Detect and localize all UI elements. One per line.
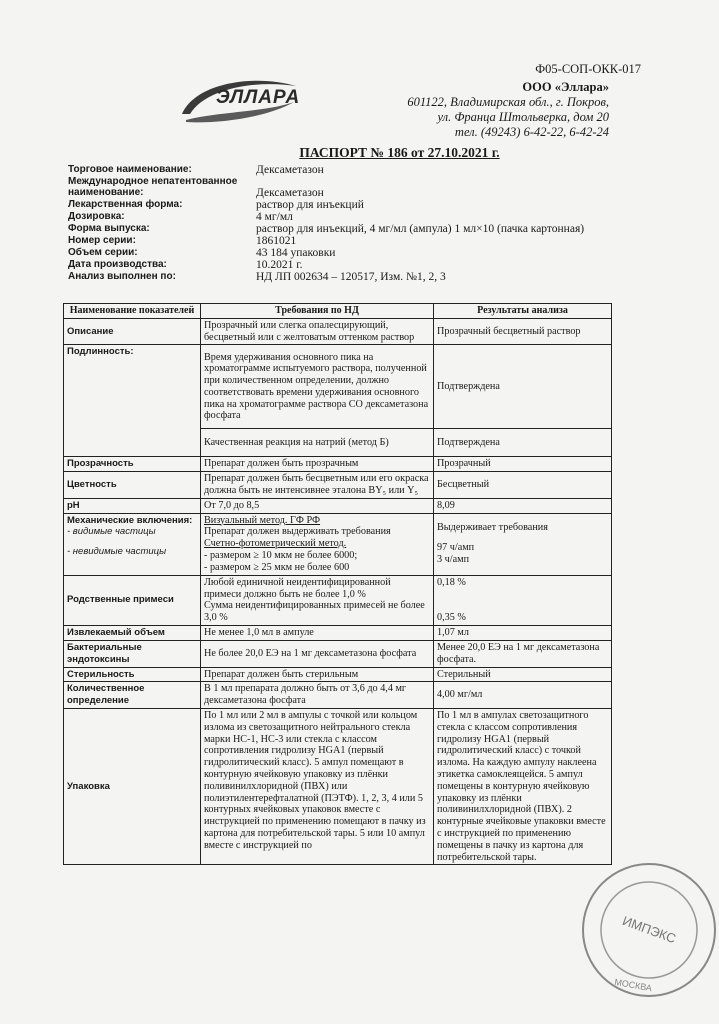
meta-row-batch: Номер серии: 1861021 [68,235,297,247]
table-row: Цветность Препарат должен быть бесцветным или его окраска должна быть не интенсивнее эталона BY₅ или Y₅ Бесцветный [64,472,612,499]
table-row: pH От 7,0 до 8,5 8,09 [64,498,612,513]
meta-row-batch-volume: Объем серии: 43 184 упаковки [68,247,336,259]
table-row: Механические включения: - видимые частицы - невидимые частицы Визуальный метод. ГФ РФ Препарат должен выдерживать требования Счетно-фотометрический метод. - размером ≥ 10 мкм не более 6000; - размером ≥ 25 мкм не более 600 Выдерживает требования 97 ч/амп 3 ч/амп [64,513,612,575]
table-header-row [64,304,612,319]
table-row: Родственные примеси Любой единичной неидентифицированной примеси должно быть не более 1,0 % Сумма неидентифицированных примесей не более 3,0 % 0,18 % 0,35 % [64,575,612,626]
company-name: ООО «Эллара» [522,80,609,94]
meta-row-trade-name: Торговое наименование: Дексаметазон [68,164,324,176]
table-row: Описание Прозрачный или слегка опалесцирующий, бесцветный или с желтоватым оттенком раствор Прозрачный бесцветный раствор [64,318,612,345]
document-code: Ф05-СОП-ОКК-017 [535,62,641,76]
passport-title: ПАСПОРТ № 186 от 27.10.2021 г. [299,145,500,160]
analysis-table [63,303,612,865]
table-row: Упаковка По 1 мл или 2 мл в ампулы с точкой или кольцом излома из светозащитного нейтрального стекла марки НС-1, НС-3 или стекла с классом сопротивления гидролизу HGA1 (первый гидролитический класс). 5 ампул помещают в контурную ячейковую упаковку из плёнки поливинилхлоридной (ПВХ) или полиэтилентерефталатной (ПЭТФ). 1, 2, 3, 4 или 5 контурных ячейковых упаковок вместе с инструкцией по применению помещают в пачку из картона для потребительской тары. 5 или 10 ампул вместе с инструкцией по По 1 мл в ампулах светозащитного стекла с классом сопротивления гидролизу HGA1 (первый гидролитический класс) с точкой излома. На каждую ампулу наклеена этикетка самоклеящейся. 5 ампул помещены в контурную ячейковую упаковку из плёнки поливинилхлоридной (ПВХ). 2 контурные ячейковые упаковки вместе с инструкцией по применению помещены в пачку из картона для потребительской тары. [64,708,612,864]
company-block [407,80,609,140]
company-stamp [569,852,719,1002]
company-phone: тел. (49243) 6-42-22, 6-42-24 [454,125,609,139]
table-row: Извлекаемый объем Не менее 1,0 мл в ампуле 1,07 мл [64,626,612,641]
round-seal-icon [569,852,719,1002]
meta-row-form: Лекарственная форма: раствор для инъекций [68,199,364,211]
company-address-line: 601122, Владимирская обл., г. Покров, [407,95,609,109]
meta-row-dosage: Дозировка: 4 мг/мл [68,211,293,223]
table-row: Подлинность: Время удерживания основного пика на хроматограмме испытуемого раствора, полученной при количественном определении, должно соответствовать времени удерживания основного пика на хроматограмме раствора СО дексаметазона фосфата Подтверждена [64,345,612,429]
meta-row-inn-1: Международное непатентованное [68,176,238,187]
table-header: Наименование показателей [64,304,201,319]
stamp-bottom-text: МОСКВА [613,976,653,994]
table-row: Стерильность Препарат должен быть стерильным Стерильный [64,667,612,682]
table-row: Бактериальные эндотоксины Не более 20,0 ЕЭ на 1 мг дексаметазона фосфата Менее 20,0 ЕЭ на 1 мг дексаметазона фосфата. [64,640,612,667]
meta-block [68,164,584,283]
meta-row-inn-2: наименование: Дексаметазон [68,187,324,199]
meta-row-release-form: Форма выпуска: раствор для инъекций, 4 мг/мл (ампула) 1 мл×10 (пачка картонная) [68,223,585,235]
table-header: Результаты анализа [434,304,612,319]
meta-row-production-date: Дата производства: 10.2021 г. [68,259,303,271]
table-row: Качественная реакция на натрий (метод Б) Подтверждена [64,429,612,457]
meta-row-analysis-standard: Анализ выполнен по: НД ЛП 002634 – 120517, Изм. №1, 2, 3 [68,271,446,283]
logo-text: ЭЛЛАРА [216,87,301,108]
company-address-line: ул. Франца Штольверка, дом 20 [437,110,609,124]
table-row: Прозрачность Препарат должен быть прозрачным Прозрачный [64,457,612,472]
table-header: Требования по НД [201,304,434,319]
table-row: Количественное определение В 1 мл препарата должно быть от 3,6 до 4,4 мг дексаметазона фосфата 4,00 мг/мл [64,682,612,709]
company-logo [176,72,326,128]
stamp-center-text: ИМПЭКС [620,912,678,947]
